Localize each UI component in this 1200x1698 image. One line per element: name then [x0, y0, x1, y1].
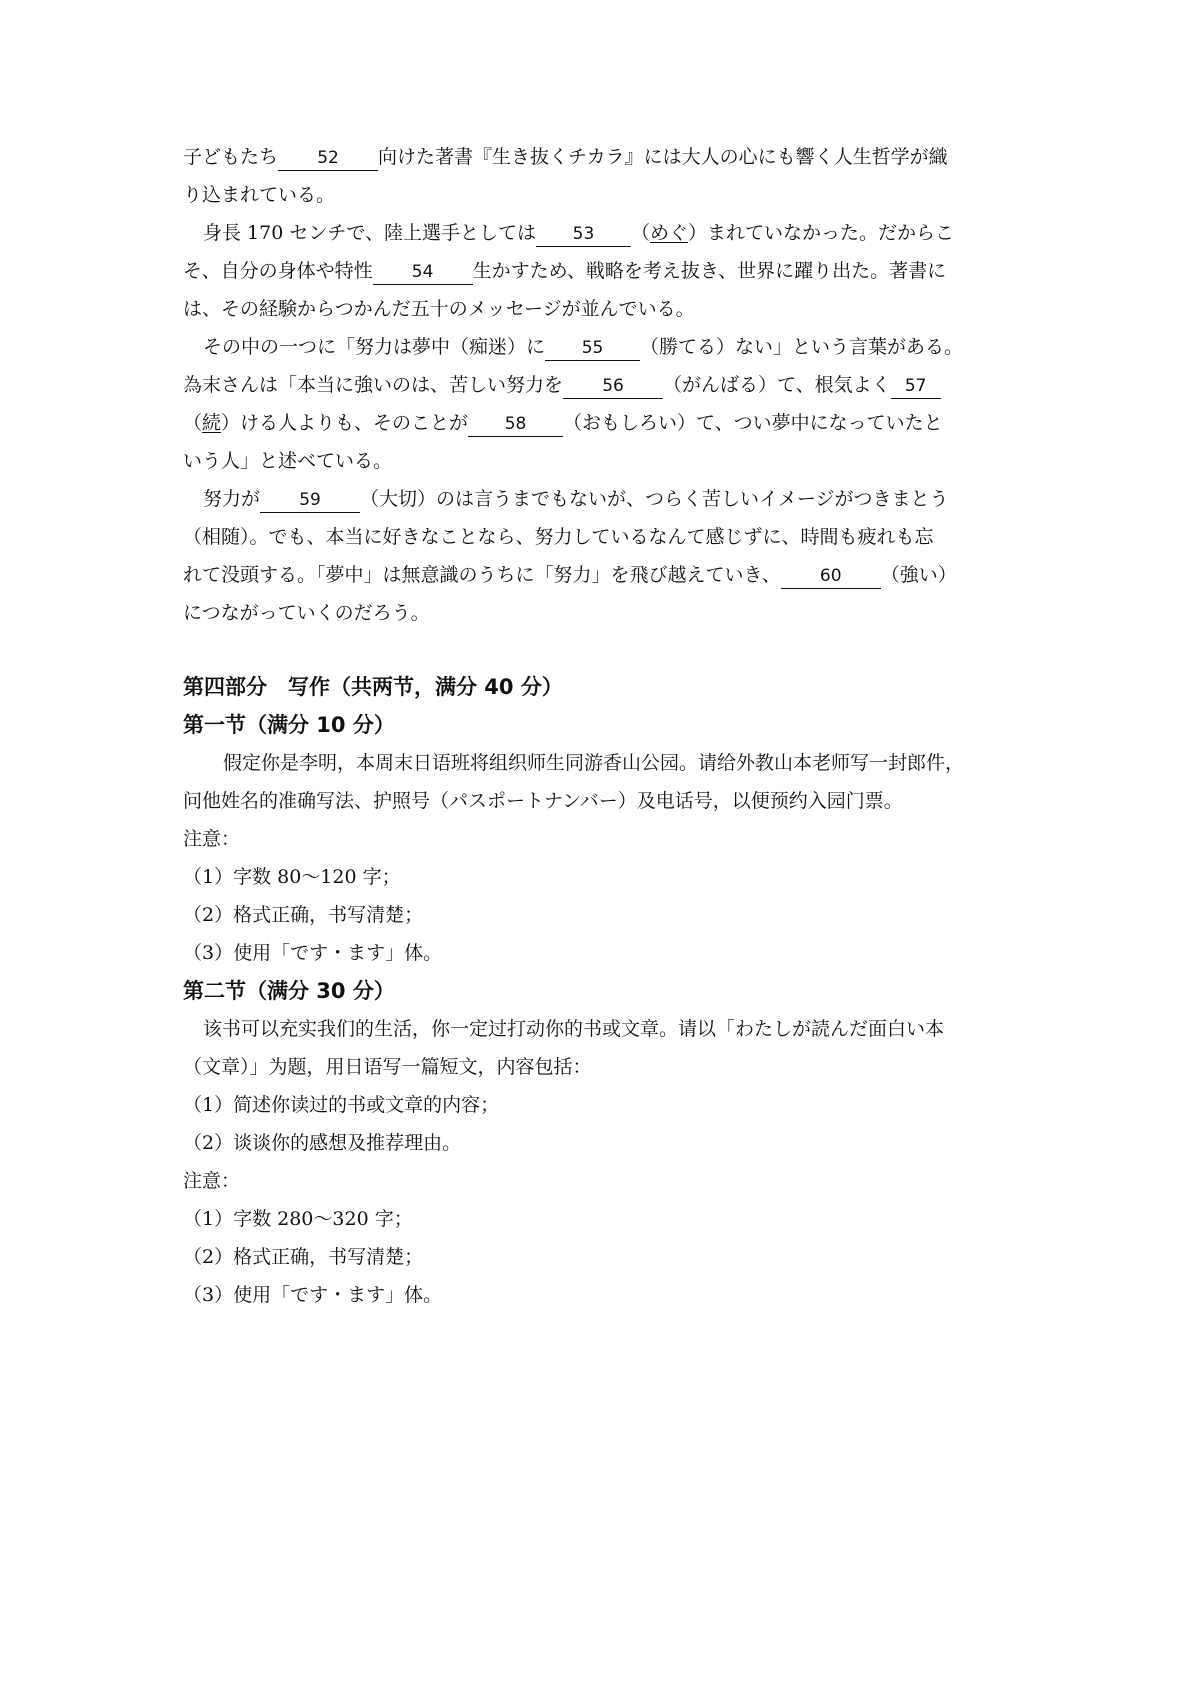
blank-56: 56	[563, 374, 663, 399]
section1-title: 第一节（满分 10 分）	[183, 713, 395, 737]
blank-60: 60	[781, 564, 881, 589]
hint-megu: めぐ	[649, 222, 688, 244]
passage-line-8: （続）ける人よりも、そのことが 58 （おもしろい）て、つい夢中になっていたと	[183, 404, 1028, 442]
section2-note: （2）格式正确，书写清楚；	[183, 1246, 424, 1268]
section2-title: 第二节（满分 30 分）	[183, 979, 395, 1003]
blank-53: 53	[536, 222, 631, 247]
blank-55: 55	[545, 336, 640, 361]
passage-line-5: は、その経験からつかんだ五十のメッセージが並んでいる。	[183, 298, 695, 320]
part4-title: 第四部分 写作（共两节，满分 40 分）	[183, 675, 563, 699]
section2-note: （3）使用「です・ます」体。	[183, 1284, 443, 1306]
section1-note: （2）格式正确，书写清楚；	[183, 904, 424, 926]
blank-59: 59	[260, 488, 360, 513]
section2-item: （2）谈谈你的感想及推荐理由。	[183, 1132, 462, 1154]
passage-line-12: れて没頭する。「夢中」は無意識のうちに「努力」を飛び越えていき、 60 （強い）	[183, 556, 1028, 594]
passage-line-11: （相随）。でも、本当に好きなことなら、努力しているなんて感じずに、時間も疲れも忘	[183, 526, 934, 548]
blank-52: 52	[278, 146, 378, 171]
section2-item: （1）简述你读过的书或文章的内容；	[183, 1094, 500, 1116]
section1-note: （3）使用「です・ます」体。	[183, 942, 443, 964]
passage-line-4: そ、自分の身体や特性 54 生かすため、戦略を考え抜き、世界に躍り出た。著書に	[183, 252, 1028, 290]
section1-note: （1）字数 80～120 字；	[183, 866, 401, 888]
passage-line-7: 為末さんは「本当に強いのは、苦しい努力を 56 （がんばる）て、根気よく 57	[183, 366, 1028, 404]
passage-line-3: 身長 170 センチで、陸上選手としては 53 （めぐ）まれていなかった。だからこ	[183, 214, 1028, 252]
hint-tsuzu: 続	[202, 412, 222, 434]
passage-line-13: につながっていくのだろう。	[183, 602, 430, 624]
section1-prompt-line-2: 问他姓名的准确写法、护照号（パスポートナンバー）及电话号，以便预约入园门票。	[183, 790, 903, 812]
section2-prompt-line-2: （文章）」为题，用日语写一篇短文，内容包括：	[183, 1056, 592, 1078]
blank-54: 54	[373, 260, 473, 285]
blank-57: 57	[891, 374, 941, 399]
blank-58: 58	[468, 412, 563, 437]
passage-line-1: 子どもたち 52 向けた著書『生き抜くチカラ』には大人の心にも響く人生哲学が織	[183, 138, 1028, 176]
section1-note-label: 注意：	[183, 828, 241, 850]
passage-line-2: り込まれている。	[183, 184, 336, 206]
passage-line-10: 努力が 59 （大切）のは言うまでもないが、つらく苦しいイメージがつきまとう	[183, 480, 1028, 518]
passage-line-6: その中の一つに「努力は夢中（痴迷）に 55 （勝てる）ない」という言葉がある。	[183, 328, 1028, 366]
exam-page	[183, 138, 1028, 1314]
section2-prompt-line-1: 该书可以充实我们的生活，你一定过打动你的书或文章。请以「わたしが読んだ面白い本	[203, 1018, 945, 1040]
section2-note: （1）字数 280～320 字；	[183, 1208, 413, 1230]
passage-line-9: いう人」と述べている。	[183, 450, 393, 472]
section1-prompt-line-1: 假定你是李明，本周末日语班将组织师生同游香山公园。请给外教山本老师写一封郎件，	[223, 752, 965, 774]
section2-note-label: 注意：	[183, 1170, 241, 1192]
